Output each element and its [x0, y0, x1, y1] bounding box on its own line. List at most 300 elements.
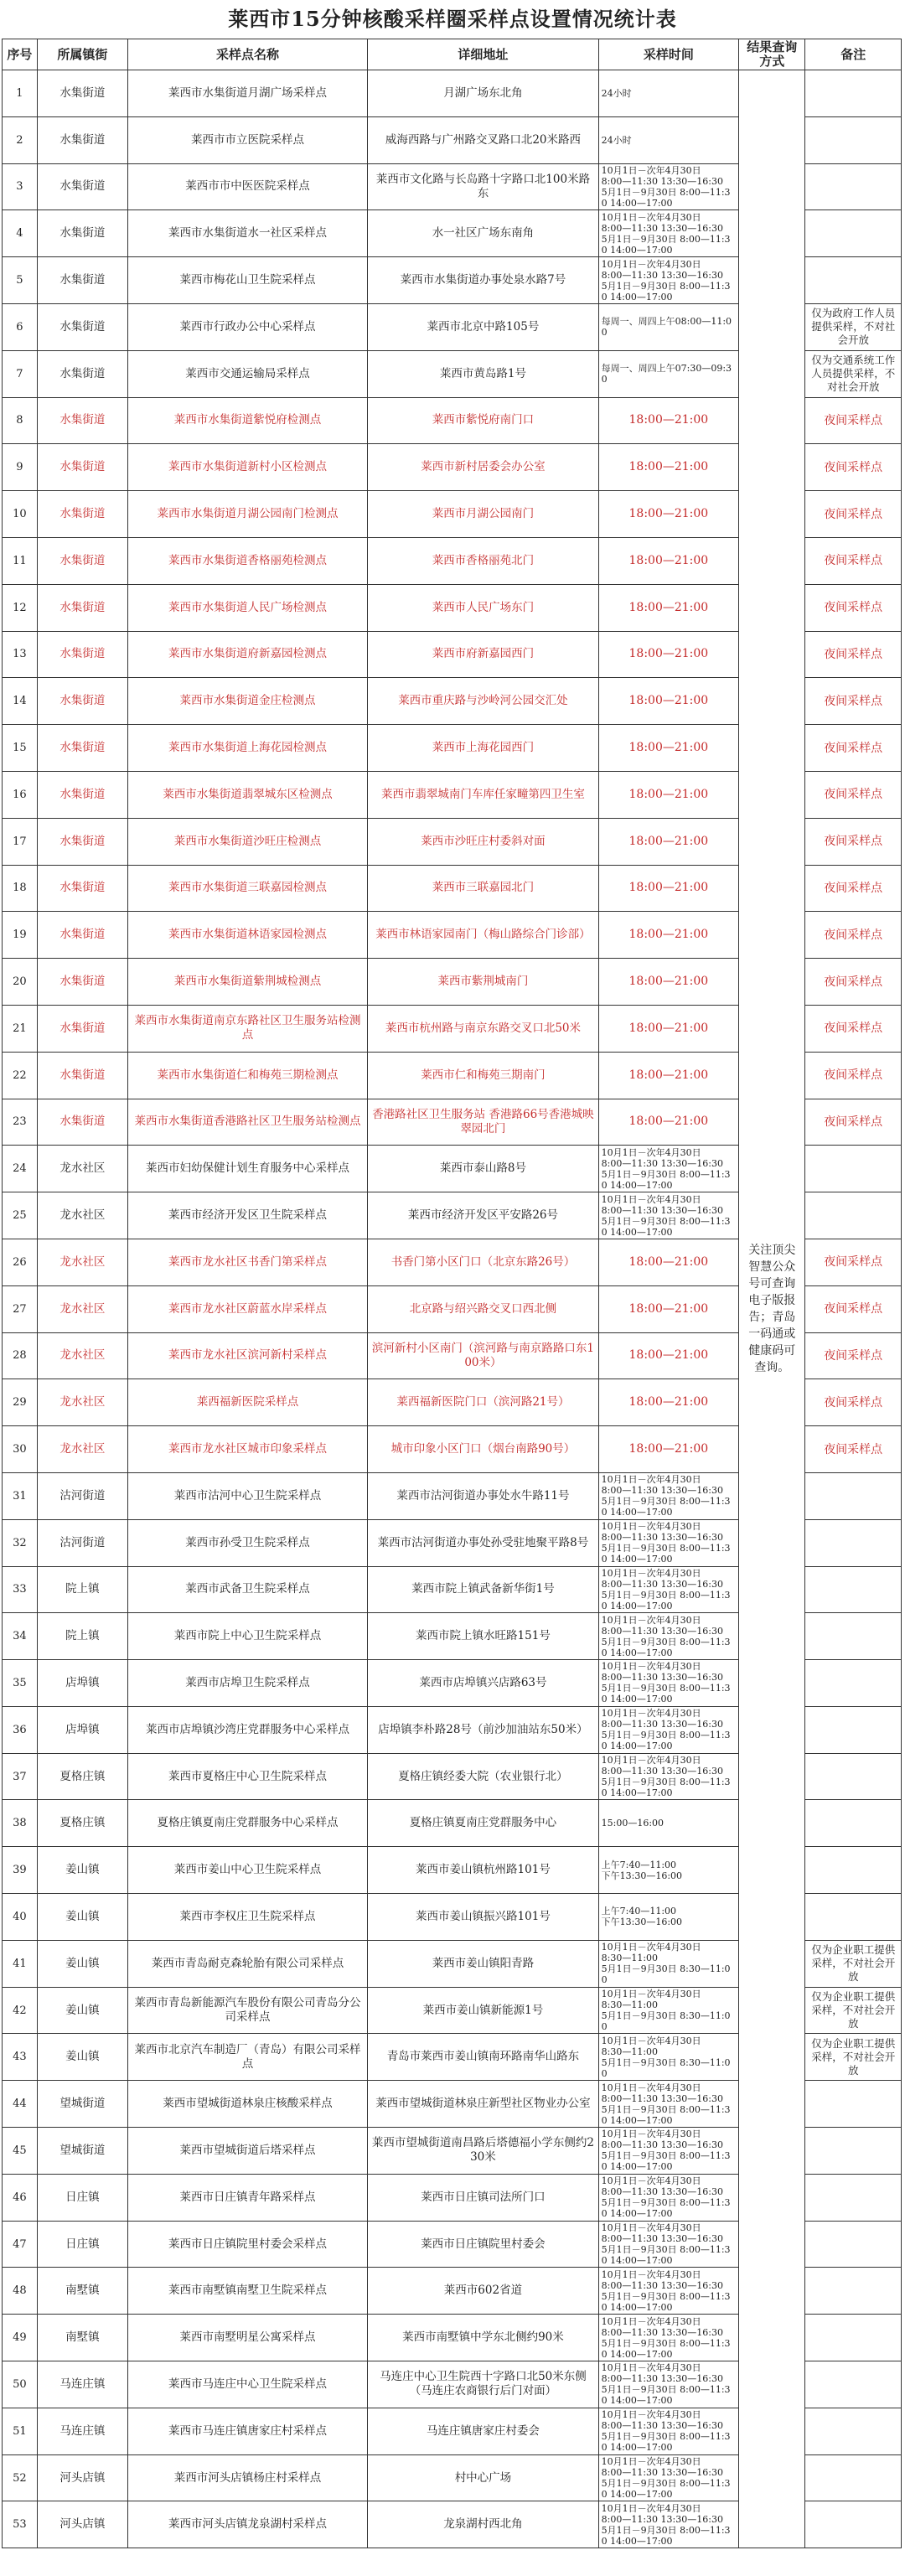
cell-no: 37	[3, 1753, 38, 1800]
cell-town: 沽河街道	[37, 1519, 127, 1566]
cell-time: 10月1日－次年4月30日 8:30—11:00 5月1日－9月30日 8:30—11:00	[598, 2034, 738, 2081]
cell-town: 水集街道	[37, 163, 127, 210]
cell-remark	[805, 1800, 902, 1847]
cell-town: 水集街道	[37, 678, 127, 725]
cell-remark: 夜间采样点	[805, 537, 902, 584]
cell-remark: 仅为企业职工提供采样，不对社会开放	[805, 1987, 902, 2034]
cell-address: 莱西市姜山镇杭州路101号	[368, 1847, 598, 1894]
cell-address: 马连庄镇唐家庄村委会	[368, 2408, 598, 2454]
cell-no: 33	[3, 1566, 38, 1613]
cell-time: 10月1日－次年4月30日 8:30—11:00 5月1日－9月30日 8:30—11:00	[598, 1987, 738, 2034]
cell-site-name: 莱西市水集街道府新嘉园检测点	[127, 631, 367, 678]
cell-town: 水集街道	[37, 210, 127, 257]
cell-address: 龙泉湖村西北角	[368, 2501, 598, 2548]
cell-site-name: 莱西市夏格庄中心卫生院采样点	[127, 1753, 367, 1800]
cell-time: 10月1日－次年4月30日 8:00—11:30 13:30—16:30 5月1日－9月30日 8:00—11:30 14:00—17:00	[598, 2268, 738, 2315]
cell-remark: 仅为交通系统工作人员提供采样，不对社会开放	[805, 350, 902, 397]
cell-time: 每周一、周四上午08:00—11:00	[598, 303, 738, 350]
cell-no: 11	[3, 537, 38, 584]
cell-no: 3	[3, 163, 38, 210]
cell-no: 5	[3, 257, 38, 304]
cell-remark	[805, 2408, 902, 2454]
cell-remark: 夜间采样点	[805, 1052, 902, 1099]
cell-remark: 夜间采样点	[805, 1332, 902, 1379]
cell-address: 莱西市林语家园南门（梅山路综合门诊部）	[368, 912, 598, 959]
cell-site-name: 莱西市交通运输局采样点	[127, 350, 367, 397]
cell-time: 每周一、周四上午07:30—09:30	[598, 350, 738, 397]
cell-no: 6	[3, 303, 38, 350]
cell-remark	[805, 1146, 902, 1192]
cell-time: 上午7:40—11:00 下午13:30—16:00	[598, 1894, 738, 1941]
cell-address: 莱西市沽河街道办事处孙受驻地聚平路8号	[368, 1519, 598, 1566]
cell-address: 莱西市店埠镇兴店路63号	[368, 1660, 598, 1707]
cell-remark	[805, 70, 902, 117]
cell-address: 城市印象小区门口（烟台南路90号）	[368, 1426, 598, 1473]
cell-no: 29	[3, 1379, 38, 1426]
cell-time: 18:00—21:00	[598, 444, 738, 491]
cell-site-name: 莱西市水集街道月湖广场采样点	[127, 70, 367, 117]
cell-address: 莱西市北京中路105号	[368, 303, 598, 350]
cell-town: 店埠镇	[37, 1706, 127, 1753]
cell-site-name: 莱西市水集街道翡翠城东区检测点	[127, 771, 367, 818]
cell-no: 12	[3, 584, 38, 631]
cell-address: 莱西市三联嘉园北门	[368, 865, 598, 912]
cell-time: 18:00—21:00	[598, 584, 738, 631]
cell-no: 27	[3, 1285, 38, 1332]
cell-address: 莱西市沽河街道办事处水牛路11号	[368, 1472, 598, 1519]
cell-site-name: 莱西市水集街道紫悦府检测点	[127, 397, 367, 444]
cell-time: 10月1日－次年4月30日 8:00—11:30 13:30—16:30 5月1日－9月30日 8:00—11:30 14:00—17:00	[598, 1472, 738, 1519]
cell-remark	[805, 210, 902, 257]
cell-address: 村中心广场	[368, 2454, 598, 2501]
cell-town: 水集街道	[37, 631, 127, 678]
cell-remark: 仅为政府工作人员提供采样，不对社会开放	[805, 303, 902, 350]
cell-time: 24小时	[598, 116, 738, 163]
cell-town: 南墅镇	[37, 2268, 127, 2315]
cell-time: 10月1日－次年4月30日 8:00—11:30 13:30—16:30 5月1日－9月30日 8:00—11:30 14:00—17:00	[598, 2361, 738, 2408]
cell-town: 龙水社区	[37, 1239, 127, 1285]
cell-no: 7	[3, 350, 38, 397]
cell-no: 10	[3, 491, 38, 538]
cell-no: 35	[3, 1660, 38, 1707]
cell-address: 莱西市香格丽苑北门	[368, 537, 598, 584]
cell-site-name: 莱西市水集街道南京东路社区卫生服务站检测点	[127, 1005, 367, 1052]
cell-time: 18:00—21:00	[598, 1332, 738, 1379]
cell-address: 莱西市杭州路与南京东路交叉口北50米	[368, 1005, 598, 1052]
cell-site-name: 莱西市店埠卫生院采样点	[127, 1660, 367, 1707]
cell-site-name: 莱西福新医院采样点	[127, 1379, 367, 1426]
cell-town: 日庄镇	[37, 2221, 127, 2268]
cell-time: 10月1日－次年4月30日 8:00—11:30 13:30—16:30 5月1日－9月30日 8:00—11:30 14:00—17:00	[598, 163, 738, 210]
cell-remark: 夜间采样点	[805, 1005, 902, 1052]
cell-address: 莱西市院上镇武备新华街1号	[368, 1566, 598, 1613]
cell-site-name: 莱西市水集街道林语家园检测点	[127, 912, 367, 959]
cell-time: 18:00—21:00	[598, 1239, 738, 1285]
cell-no: 49	[3, 2315, 38, 2361]
cell-no: 41	[3, 1940, 38, 1987]
query-method-cell: 关注顶尖智慧公众号可查询电子版报告；青岛一码通或健康码可查询。	[739, 70, 805, 2548]
cell-site-name: 莱西市北京汽车制造厂（青岛）有限公司采样点	[127, 2034, 367, 2081]
cell-town: 水集街道	[37, 1099, 127, 1146]
cell-time: 上午7:40—11:00 下午13:30—16:00	[598, 1847, 738, 1894]
page-title: 莱西市15分钟核酸采样圈采样点设置情况统计表	[228, 7, 677, 31]
cell-site-name: 莱西市水集街道香港路社区卫生服务站检测点	[127, 1099, 367, 1146]
cell-time: 10月1日－次年4月30日 8:00—11:30 13:30—16:30 5月1日－9月30日 8:00—11:30 14:00—17:00	[598, 1613, 738, 1660]
cell-remark	[805, 163, 902, 210]
cell-remark	[805, 2454, 902, 2501]
cell-address: 莱西市经济开发区平安路26号	[368, 1192, 598, 1239]
cell-time: 10月1日－次年4月30日 8:00—11:30 13:30—16:30 5月1日－9月30日 8:00—11:30 14:00—17:00	[598, 2174, 738, 2221]
cell-remark	[805, 2081, 902, 2128]
cell-no: 30	[3, 1426, 38, 1473]
cell-remark: 夜间采样点	[805, 1099, 902, 1146]
cell-site-name: 莱西市日庄镇青年路采样点	[127, 2174, 367, 2221]
cell-no: 36	[3, 1706, 38, 1753]
cell-time: 10月1日－次年4月30日 8:00—11:30 13:30—16:30 5月1日－9月30日 8:00—11:30 14:00—17:00	[598, 2501, 738, 2548]
cell-address: 莱西市望城街道南昌路后塔德福小学东侧约230米	[368, 2128, 598, 2175]
cell-time: 18:00—21:00	[598, 959, 738, 1006]
cell-site-name: 莱西市水集街道仁和梅苑三期检测点	[127, 1052, 367, 1099]
cell-address: 莱西市上海花园西门	[368, 725, 598, 772]
cell-site-name: 莱西市青岛新能源汽车股份有限公司青岛分公司采样点	[127, 1987, 367, 2034]
cell-time: 10月1日－次年4月30日 8:00—11:30 13:30—16:30 5月1日－9月30日 8:00—11:30 14:00—17:00	[598, 2128, 738, 2175]
cell-no: 4	[3, 210, 38, 257]
cell-time: 18:00—21:00	[598, 1426, 738, 1473]
cell-remark	[805, 2315, 902, 2361]
header-no: 序号	[3, 39, 38, 70]
cell-town: 水集街道	[37, 537, 127, 584]
cell-remark: 夜间采样点	[805, 1379, 902, 1426]
cell-site-name: 莱西市梅花山卫生院采样点	[127, 257, 367, 304]
cell-time: 18:00—21:00	[598, 1099, 738, 1146]
cell-site-name: 莱西市武备卫生院采样点	[127, 1566, 367, 1613]
cell-site-name: 莱西市青岛耐克森轮胎有限公司采样点	[127, 1940, 367, 1987]
cell-site-name: 莱西市行政办公中心采样点	[127, 303, 367, 350]
cell-site-name: 莱西市水集街道沙旺庄检测点	[127, 818, 367, 865]
header-town: 所属镇街	[37, 39, 127, 70]
cell-town: 龙水社区	[37, 1332, 127, 1379]
cell-address: 莱西市重庆路与沙岭河公园交汇处	[368, 678, 598, 725]
cell-no: 15	[3, 725, 38, 772]
cell-no: 51	[3, 2408, 38, 2454]
cell-address: 威海西路与广州路交叉路口北20米路西	[368, 116, 598, 163]
cell-address: 莱西市日庄镇司法所门口	[368, 2174, 598, 2221]
cell-remark: 夜间采样点	[805, 912, 902, 959]
cell-town: 龙水社区	[37, 1285, 127, 1332]
cell-site-name: 莱西市沽河中心卫生院采样点	[127, 1472, 367, 1519]
cell-no: 48	[3, 2268, 38, 2315]
cell-address: 莱西市府新嘉园西门	[368, 631, 598, 678]
cell-town: 姜山镇	[37, 2034, 127, 2081]
cell-no: 40	[3, 1894, 38, 1941]
cell-site-name: 莱西市水集街道三联嘉园检测点	[127, 865, 367, 912]
cell-site-name: 莱西市南墅镇南墅卫生院采样点	[127, 2268, 367, 2315]
cell-town: 水集街道	[37, 397, 127, 444]
cell-remark	[805, 1706, 902, 1753]
cell-town: 夏格庄镇	[37, 1753, 127, 1800]
cell-remark: 夜间采样点	[805, 865, 902, 912]
cell-site-name: 莱西市马连庄中心卫生院采样点	[127, 2361, 367, 2408]
cell-address: 莱西市南墅镇中学东北侧约90米	[368, 2315, 598, 2361]
cell-remark	[805, 1847, 902, 1894]
cell-address: 莱西市日庄镇院里村委会	[368, 2221, 598, 2268]
cell-town: 龙水社区	[37, 1146, 127, 1192]
cell-site-name: 莱西市孙受卫生院采样点	[127, 1519, 367, 1566]
sampling-sites-table	[2, 39, 902, 2548]
cell-time: 10月1日－次年4月30日 8:00—11:30 13:30—16:30 5月1日－9月30日 8:00—11:30 14:00—17:00	[598, 2315, 738, 2361]
cell-town: 水集街道	[37, 771, 127, 818]
cell-remark: 夜间采样点	[805, 1426, 902, 1473]
cell-address: 莱西市沙旺庄村委斜对面	[368, 818, 598, 865]
cell-time: 18:00—21:00	[598, 725, 738, 772]
cell-remark	[805, 2361, 902, 2408]
cell-remark: 夜间采样点	[805, 1239, 902, 1285]
cell-town: 店埠镇	[37, 1660, 127, 1707]
cell-site-name: 莱西市李权庄卫生院采样点	[127, 1894, 367, 1941]
cell-town: 望城街道	[37, 2128, 127, 2175]
cell-town: 龙水社区	[37, 1379, 127, 1426]
cell-time: 10月1日－次年4月30日 8:00—11:30 13:30—16:30 5月1日－9月30日 8:00—11:30 14:00—17:00	[598, 1566, 738, 1613]
cell-address: 莱西市人民广场东门	[368, 584, 598, 631]
cell-town: 水集街道	[37, 959, 127, 1006]
cell-town: 水集街道	[37, 725, 127, 772]
cell-address: 莱西市泰山路8号	[368, 1146, 598, 1192]
cell-site-name: 莱西市河头店镇龙泉湖村采样点	[127, 2501, 367, 2548]
header-site-name: 采样点名称	[127, 39, 367, 70]
cell-site-name: 莱西市南墅明星公寓采样点	[127, 2315, 367, 2361]
cell-town: 院上镇	[37, 1613, 127, 1660]
cell-town: 姜山镇	[37, 1847, 127, 1894]
cell-address: 莱西市姜山镇新能源1号	[368, 1987, 598, 2034]
cell-no: 53	[3, 2501, 38, 2548]
cell-remark	[805, 2268, 902, 2315]
cell-remark	[805, 1660, 902, 1707]
cell-site-name: 莱西市水集街道紫荆城检测点	[127, 959, 367, 1006]
cell-address: 莱西市紫荆城南门	[368, 959, 598, 1006]
cell-no: 50	[3, 2361, 38, 2408]
cell-time: 18:00—21:00	[598, 1379, 738, 1426]
cell-town: 水集街道	[37, 303, 127, 350]
cell-remark	[805, 1613, 902, 1660]
cell-no: 34	[3, 1613, 38, 1660]
cell-time: 18:00—21:00	[598, 491, 738, 538]
cell-site-name: 莱西市龙水社区城市印象采样点	[127, 1426, 367, 1473]
cell-site-name: 莱西市龙水社区书香门第采样点	[127, 1239, 367, 1285]
cell-town: 马连庄镇	[37, 2408, 127, 2454]
cell-site-name: 莱西市水集街道香格丽苑检测点	[127, 537, 367, 584]
cell-remark	[805, 2501, 902, 2548]
cell-address: 莱西市紫悦府南门口	[368, 397, 598, 444]
cell-address: 莱西市姜山镇阳青路	[368, 1940, 598, 1987]
cell-address: 莱西市新村居委会办公室	[368, 444, 598, 491]
cell-site-name: 莱西市龙水社区滨河新村采样点	[127, 1332, 367, 1379]
cell-time: 15:00—16:00	[598, 1800, 738, 1847]
cell-site-name: 莱西市市立医院采样点	[127, 116, 367, 163]
cell-site-name: 莱西市河头店镇杨庄村采样点	[127, 2454, 367, 2501]
cell-time: 18:00—21:00	[598, 397, 738, 444]
cell-town: 水集街道	[37, 584, 127, 631]
cell-town: 水集街道	[37, 116, 127, 163]
cell-town: 龙水社区	[37, 1192, 127, 1239]
cell-time: 10月1日－次年4月30日 8:00—11:30 13:30—16:30 5月1日－9月30日 8:00—11:30 14:00—17:00	[598, 1519, 738, 1566]
header-time: 采样时间	[598, 39, 738, 70]
cell-no: 38	[3, 1800, 38, 1847]
cell-remark	[805, 2174, 902, 2221]
cell-remark: 夜间采样点	[805, 491, 902, 538]
cell-time: 10月1日－次年4月30日 8:00—11:30 13:30—16:30 5月1日－9月30日 8:00—11:30 14:00—17:00	[598, 1192, 738, 1239]
cell-remark	[805, 1894, 902, 1941]
cell-no: 16	[3, 771, 38, 818]
cell-town: 日庄镇	[37, 2174, 127, 2221]
cell-address: 店埠镇李朴路28号（前沙加油站东50米）	[368, 1706, 598, 1753]
cell-no: 28	[3, 1332, 38, 1379]
cell-no: 23	[3, 1099, 38, 1146]
cell-time: 18:00—21:00	[598, 1052, 738, 1099]
cell-no: 18	[3, 865, 38, 912]
cell-address: 莱西市望城街道林泉庄新型社区物业办公室	[368, 2081, 598, 2128]
cell-no: 25	[3, 1192, 38, 1239]
cell-site-name: 莱西市日庄镇院里村委会采样点	[127, 2221, 367, 2268]
cell-no: 14	[3, 678, 38, 725]
cell-site-name: 莱西市水集街道人民广场检测点	[127, 584, 367, 631]
cell-town: 水集街道	[37, 912, 127, 959]
cell-remark	[805, 1519, 902, 1566]
cell-no: 31	[3, 1472, 38, 1519]
cell-no: 46	[3, 2174, 38, 2221]
cell-time: 10月1日－次年4月30日 8:00—11:30 13:30—16:30 5月1日－9月30日 8:00—11:30 14:00—17:00	[598, 1706, 738, 1753]
cell-town: 水集街道	[37, 818, 127, 865]
cell-town: 夏格庄镇	[37, 1800, 127, 1847]
cell-address: 水一社区广场东南角	[368, 210, 598, 257]
cell-time: 18:00—21:00	[598, 678, 738, 725]
cell-no: 9	[3, 444, 38, 491]
cell-site-name: 莱西市经济开发区卫生院采样点	[127, 1192, 367, 1239]
cell-address: 夏格庄镇经委大院（农业银行北）	[368, 1753, 598, 1800]
cell-time: 10月1日－次年4月30日 8:00—11:30 13:30—16:30 5月1日－9月30日 8:00—11:30 14:00—17:00	[598, 2408, 738, 2454]
cell-address: 滨河新村小区南门（滨河路与南京路路口东100米）	[368, 1332, 598, 1379]
cell-address: 莱西市602省道	[368, 2268, 598, 2315]
cell-no: 43	[3, 2034, 38, 2081]
cell-site-name: 莱西市姜山中心卫生院采样点	[127, 1847, 367, 1894]
cell-remark: 夜间采样点	[805, 397, 902, 444]
cell-town: 院上镇	[37, 1566, 127, 1613]
cell-address: 莱西市文化路与长岛路十字路口北100米路东	[368, 163, 598, 210]
cell-town: 望城街道	[37, 2081, 127, 2128]
cell-time: 18:00—21:00	[598, 818, 738, 865]
cell-time: 10月1日－次年4月30日 8:00—11:30 13:30—16:30 5月1日－9月30日 8:00—11:30 14:00—17:00	[598, 1753, 738, 1800]
cell-site-name: 莱西市水集街道月湖公园南门检测点	[127, 491, 367, 538]
header-address: 详细地址	[368, 39, 598, 70]
cell-no: 8	[3, 397, 38, 444]
cell-address: 莱西市院上镇水旺路151号	[368, 1613, 598, 1660]
cell-remark: 夜间采样点	[805, 631, 902, 678]
cell-no: 26	[3, 1239, 38, 1285]
cell-site-name: 莱西市市中医医院采样点	[127, 163, 367, 210]
cell-remark: 夜间采样点	[805, 444, 902, 491]
cell-no: 52	[3, 2454, 38, 2501]
cell-site-name: 夏格庄镇夏南庄党群服务中心采样点	[127, 1800, 367, 1847]
cell-remark: 夜间采样点	[805, 959, 902, 1006]
cell-address: 夏格庄镇夏南庄党群服务中心	[368, 1800, 598, 1847]
cell-address: 莱西市黄岛路1号	[368, 350, 598, 397]
cell-remark	[805, 116, 902, 163]
cell-address: 莱西福新医院门口（滨河路21号）	[368, 1379, 598, 1426]
cell-town: 水集街道	[37, 491, 127, 538]
cell-site-name: 莱西市望城街道后塔采样点	[127, 2128, 367, 2175]
cell-remark: 仅为企业职工提供采样，不对社会开放	[805, 1940, 902, 1987]
cell-no: 17	[3, 818, 38, 865]
cell-no: 19	[3, 912, 38, 959]
cell-town: 水集街道	[37, 70, 127, 117]
cell-address: 青岛市莱西市姜山镇南环路南华山路东	[368, 2034, 598, 2081]
cell-no: 2	[3, 116, 38, 163]
cell-time: 18:00—21:00	[598, 1285, 738, 1332]
cell-remark	[805, 1472, 902, 1519]
cell-site-name: 莱西市院上中心卫生院采样点	[127, 1613, 367, 1660]
cell-time: 10月1日－次年4月30日 8:00—11:30 13:30—16:30 5月1日－9月30日 8:00—11:30 14:00—17:00	[598, 1660, 738, 1707]
cell-no: 47	[3, 2221, 38, 2268]
cell-town: 姜山镇	[37, 1987, 127, 2034]
cell-address: 书香门第小区门口（北京东路26号）	[368, 1239, 598, 1285]
cell-no: 24	[3, 1146, 38, 1192]
cell-address: 月湖广场东北角	[368, 70, 598, 117]
cell-no: 13	[3, 631, 38, 678]
cell-town: 水集街道	[37, 1005, 127, 1052]
cell-time: 10月1日－次年4月30日 8:00—11:30 13:30—16:30 5月1日－9月30日 8:00—11:30 14:00—17:00	[598, 257, 738, 304]
cell-no: 20	[3, 959, 38, 1006]
cell-address: 香港路社区卫生服务站 香港路66号香港城映翠园北门	[368, 1099, 598, 1146]
cell-time: 10月1日－次年4月30日 8:00—11:30 13:30—16:30 5月1日－9月30日 8:00—11:30 14:00—17:00	[598, 2454, 738, 2501]
cell-town: 水集街道	[37, 444, 127, 491]
cell-remark: 夜间采样点	[805, 1285, 902, 1332]
cell-town: 河头店镇	[37, 2501, 127, 2548]
cell-remark	[805, 2221, 902, 2268]
cell-time: 10月1日－次年4月30日 8:00—11:30 13:30—16:30 5月1日－9月30日 8:00—11:30 14:00—17:00	[598, 210, 738, 257]
cell-address: 北京路与绍兴路交叉口西北侧	[368, 1285, 598, 1332]
cell-town: 姜山镇	[37, 1940, 127, 1987]
cell-time: 18:00—21:00	[598, 771, 738, 818]
cell-town: 水集街道	[37, 1052, 127, 1099]
cell-time: 10月1日－次年4月30日 8:00—11:30 13:30—16:30 5月1日－9月30日 8:00—11:30 14:00—17:00	[598, 2221, 738, 2268]
cell-town: 沽河街道	[37, 1472, 127, 1519]
cell-remark: 夜间采样点	[805, 771, 902, 818]
table-row	[3, 70, 902, 117]
cell-remark	[805, 1192, 902, 1239]
cell-address: 莱西市月湖公园南门	[368, 491, 598, 538]
cell-time: 24小时	[598, 70, 738, 117]
cell-site-name: 莱西市水集街道水一社区采样点	[127, 210, 367, 257]
cell-site-name: 莱西市水集街道新村小区检测点	[127, 444, 367, 491]
header-remark: 备注	[805, 39, 902, 70]
cell-time: 18:00—21:00	[598, 865, 738, 912]
cell-address: 莱西市姜山镇振兴路101号	[368, 1894, 598, 1941]
header-row	[3, 39, 902, 70]
cell-address: 莱西市翡翠城南门车库任家疃第四卫生室	[368, 771, 598, 818]
cell-remark: 仅为企业职工提供采样，不对社会开放	[805, 2034, 902, 2081]
cell-site-name: 莱西市妇幼保健计划生育服务中心采样点	[127, 1146, 367, 1192]
cell-remark	[805, 1566, 902, 1613]
cell-address: 莱西市水集街道办事处泉水路7号	[368, 257, 598, 304]
cell-time: 18:00—21:00	[598, 1005, 738, 1052]
cell-remark	[805, 1753, 902, 1800]
cell-town: 龙水社区	[37, 1426, 127, 1473]
header-query-method: 结果查询方式	[739, 39, 805, 70]
cell-time: 10月1日－次年4月30日 8:30—11:00 5月1日－9月30日 8:30—11:00	[598, 1940, 738, 1987]
cell-remark: 夜间采样点	[805, 818, 902, 865]
cell-no: 22	[3, 1052, 38, 1099]
cell-town: 水集街道	[37, 257, 127, 304]
cell-site-name: 莱西市店埠镇沙湾庄党群服务中心采样点	[127, 1706, 367, 1753]
